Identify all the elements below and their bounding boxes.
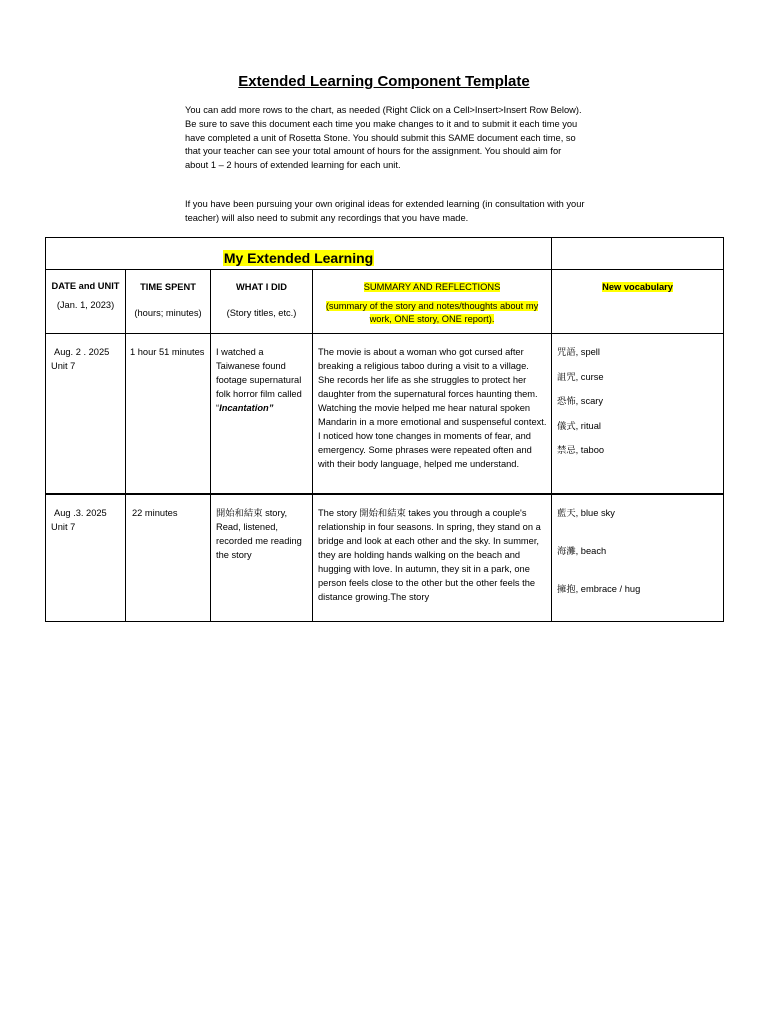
row-what-suffix: ” (268, 403, 274, 413)
header-what-i-did-sub: (Story titles, etc.) (226, 308, 297, 318)
cell-what-i-did[interactable] (211, 334, 313, 495)
row-unit: Unit 7 (51, 522, 76, 532)
header-time-spent-label: TIME SPENT (140, 282, 196, 292)
cell-vocab[interactable] (552, 494, 724, 622)
header-vocab-label: New vocabulary (602, 282, 673, 292)
row-unit: Unit 7 (51, 361, 76, 371)
header-summary-label: SUMMARY AND REFLECTIONS (363, 282, 501, 292)
vocab-item: 儀式, ritual (557, 420, 601, 431)
table-banner-title: My Extended Learning (223, 249, 374, 266)
row-summary: The story 開始和結束 takes you through a couple's relationship in four seasons. In spring, they stand on a bridge and look at each other and the sky. In summer, they are holding hands walking on the beach and hugging with love. In autumn, they sit in a park, one person feels close to the other but the other feels the distance growing.The story (318, 508, 541, 602)
table-row (46, 494, 724, 622)
row-what-text: I watched a Taiwanese found footage supernatural folk horror film called “ (216, 347, 302, 413)
row-time: 1 hour 51 minutes (130, 347, 205, 357)
header-what-i-did-label: WHAT I DID (236, 282, 287, 292)
header-vocab[interactable] (552, 270, 724, 334)
banner-cell[interactable] (46, 238, 552, 270)
intro-paragraph: If you have been pursuing your own original ideas for extended learning (in consultation with your teacher) will also need to submit any recordings that you have made. (185, 199, 585, 223)
header-time-spent[interactable] (126, 270, 211, 334)
row-what-text: 開始和結束 story, Read, listened, recorded me reading the story (216, 508, 302, 560)
cell-what-i-did[interactable] (211, 494, 313, 622)
header-summary[interactable] (313, 270, 552, 334)
row-date: Aug. 2 . 2025 (54, 347, 110, 357)
vocab-item: 藍天, blue sky (557, 508, 615, 518)
table-header-row (46, 270, 724, 334)
header-summary-sub: (summary of the story and notes/thoughts about my work, ONE story, ONE report). (325, 301, 539, 324)
extended-learning-table (45, 237, 724, 622)
vocab-item: 咒語, spell (557, 347, 600, 357)
vocab-item: 詛咒, curse (557, 371, 604, 382)
cell-summary[interactable] (313, 334, 552, 495)
header-date-unit-label: DATE and UNIT (51, 281, 120, 291)
cell-summary[interactable] (313, 494, 552, 622)
vocab-item: 恐怖, scary (557, 396, 604, 406)
header-time-spent-sub: (hours; minutes) (134, 308, 202, 318)
intro-paragraph: You can add more rows to the chart, as needed (Right Click on a Cell>Insert>Insert Row Below). Be sure to save this document each time you make changes to it and to submit it each time you have completed a unit of Rosetta Stone. You should submit this SAME document each time, so that your teacher can see your total amount of hours for the assignment. You should aim for about 1 – 2 hours of extended learning for each unit. (185, 105, 582, 171)
row-summary: The movie is about a woman who got cursed after breaking a religious taboo during a visit to a village. She records her life as she struggles to protect her daughter from the supernatural forces haunting them. Watching the movie helped me hear natural spoken Mandarin in a more emotional and suspenseful context. I noticed how tone changes in moments of fear, and emergency. Some phrases were repeated often and with their body language, helped me understand. (318, 347, 547, 469)
vocab-item: 擁抱, embrace / hug (557, 584, 641, 594)
row-date: Aug .3. 2025 (54, 508, 107, 518)
table-row (46, 334, 724, 495)
header-what-i-did[interactable] (211, 270, 313, 334)
cell-time-spent[interactable] (126, 334, 211, 495)
document-title: Extended Learning Component Template (238, 73, 530, 90)
vocab-item: 海灘, beach (557, 546, 607, 556)
header-date-unit[interactable] (46, 270, 126, 334)
vocab-item: 禁忌, taboo (557, 445, 605, 455)
cell-date-unit[interactable] (46, 334, 126, 495)
cell-date-unit[interactable] (46, 494, 126, 622)
row-film-title: Incantation (219, 403, 269, 413)
table-banner-row (46, 238, 724, 270)
cell-vocab[interactable] (552, 334, 724, 495)
header-date-unit-example: (Jan. 1, 2023) (56, 300, 115, 310)
banner-empty-cell[interactable] (552, 238, 724, 270)
cell-time-spent[interactable] (126, 494, 211, 622)
row-time: 22 minutes (132, 508, 178, 518)
